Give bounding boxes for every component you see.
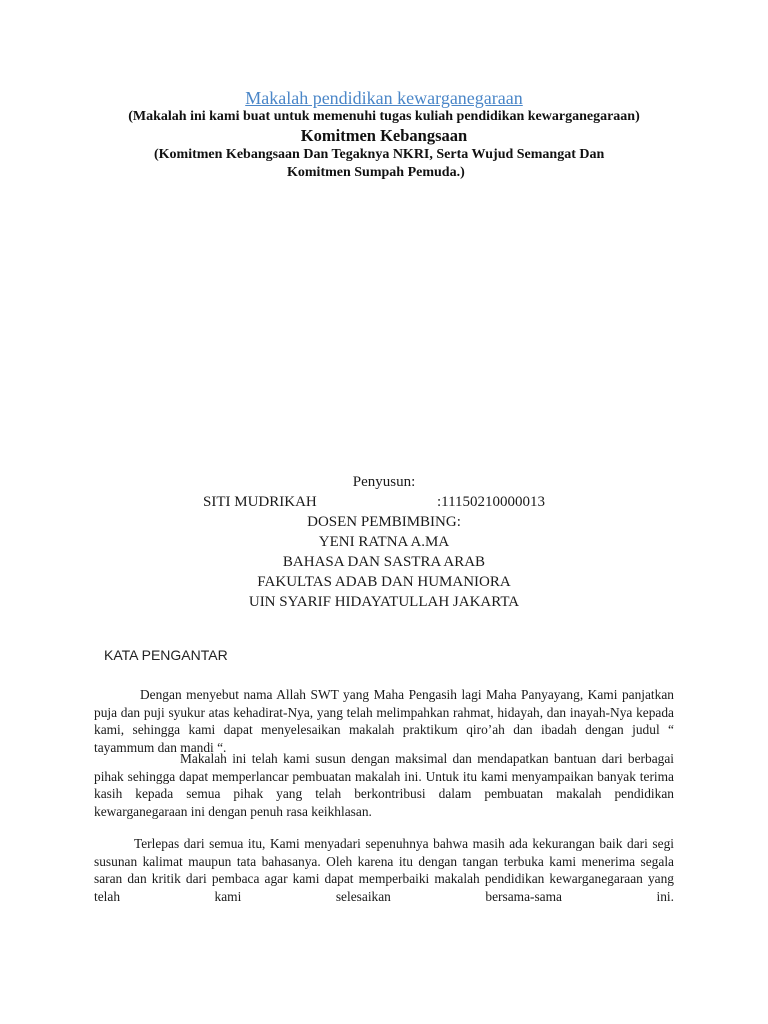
preface-paragraph-3	[94, 835, 674, 905]
preface-paragraph-3-text: Terlepas dari semua itu, Kami menyadari sepenuhnya bahwa masih ada kekurangan baik dari segi susunan kalimat maupun tata bahasanya. Oleh karena itu dengan tangan terbuka kami menerima segala saran dan kritik dari pembaca agar kami dapat memperbaiki makalah pendidikan kewarganegaraan yang telah kami selesaikan bersama-sama ini.	[94, 836, 674, 904]
department-name: BAHASA DAN SASTRA ARAB	[282, 554, 486, 570]
document-subtitle: (Makalah ini kami buat untuk memenuhi tugas kuliah pendidikan kewarganegaraan)	[128, 109, 640, 124]
section-heading: Komitmen Kebangsaan	[300, 126, 468, 145]
supervisor-name: YENI RATNA A.MA	[318, 534, 450, 550]
faculty-name: FAKULTAS ADAB DAN HUMANIORA	[257, 574, 511, 590]
author-name: SITI MUDRIKAH	[203, 494, 317, 510]
credits-block	[0, 472, 768, 612]
author-row	[0, 492, 768, 512]
document-title: Makalah pendidikan kewarganegaraan	[245, 88, 523, 108]
section-subheading-line-2: Komitmen Sumpah Pemuda.)	[287, 165, 465, 180]
section-subheading-line-1: (Komitmen Kebangsaan Dan Tegaknya NKRI, Serta Wujud Semangat Dan	[154, 147, 605, 162]
supervisor-label: DOSEN PEMBIMBING:	[307, 514, 461, 530]
university-name: UIN SYARIF HIDAYATULLAH JAKARTA	[248, 594, 520, 610]
preface-paragraph-2	[94, 750, 674, 820]
preface-heading: KATA PENGANTAR	[104, 647, 228, 663]
preface-paragraph-1	[94, 686, 674, 756]
author-nim: :11150210000013	[437, 494, 546, 510]
preface-paragraph-2-text: Makalah ini telah kami susun dengan maksimal dan mendapatkan bantuan dari berbagai pihak sehingga dapat memperlancar pembuatan makalah ini. Untuk itu kami menyampaikan banyak terima kasih kepada semua pihak yang telah berkontribusi dalam pembuatan makalah pendidikan kewarganegaraan ini dengan penuh rasa keikhlasan.	[94, 751, 674, 819]
author-label: Penyusun:	[352, 474, 416, 490]
section-subheading	[150, 146, 670, 182]
preface-paragraph-1-text: Dengan menyebut nama Allah SWT yang Maha Pengasih lagi Maha Panyayang, Kami panjatkan puja dan puji syukur atas kehadirat-Nya, yang telah melimpahkan rahmat, hidayah, dan inayah-Nya kepada kami, sehingga kami dapat menyelesaikan makalah praktikum qiro’ah dan ibadah dengan judul “ tayammum dan mandi “.	[94, 687, 674, 755]
